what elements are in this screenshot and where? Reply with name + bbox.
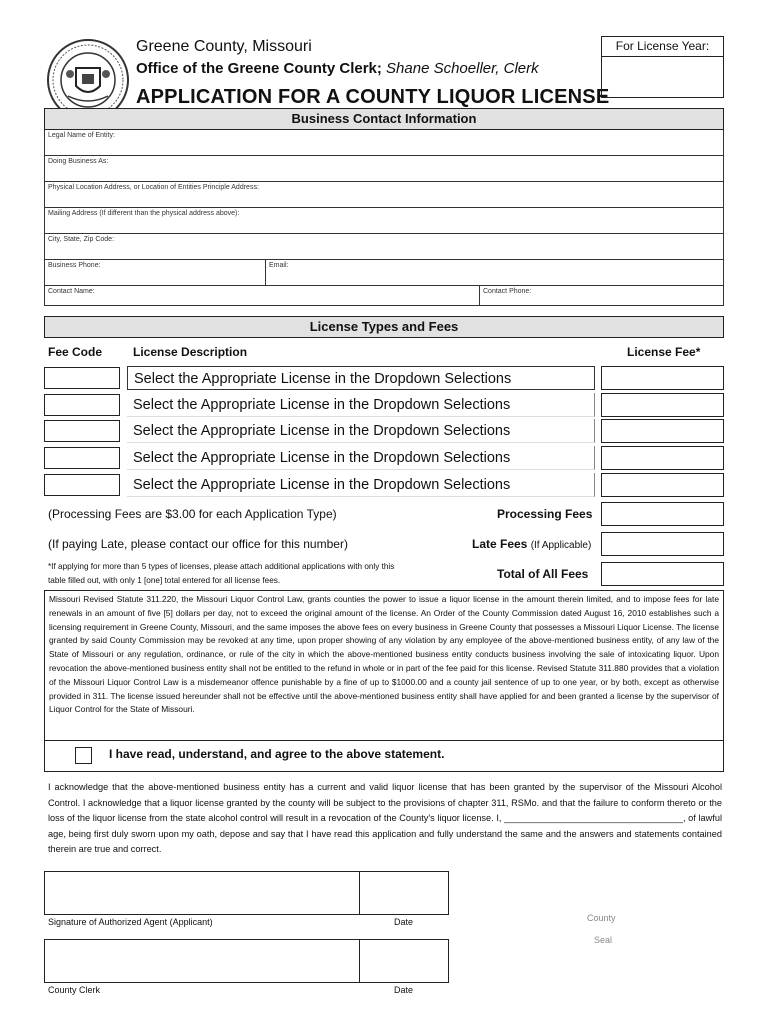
fee-code-input[interactable] <box>44 447 120 469</box>
license-dropdown[interactable]: Select the Appropriate License in the Dropdown Selections <box>127 446 595 470</box>
clerk-name: Shane Schoeller, Clerk <box>386 60 539 77</box>
legal-name-label: Legal Name of Entity: <box>48 132 115 139</box>
license-dropdown[interactable]: Select the Appropriate License in the Dropdown Selections <box>127 419 595 443</box>
col-fee-code: Fee Code <box>48 345 103 359</box>
license-dropdown[interactable]: Select the Appropriate License in the Dropdown Selections <box>127 393 595 417</box>
multi-note-line-2: table filled out, with only 1 [one] total entered for all license fees. <box>48 576 281 585</box>
office-text: Office of the Greene County Clerk; <box>136 60 382 77</box>
late-applicable: (If Applicable) <box>530 540 592 551</box>
applicant-signature-label: Signature of Authorized Agent (Applicant) <box>48 917 213 927</box>
col-license-fee: License Fee* <box>627 345 701 359</box>
section-license-types: License Types and Fees <box>44 316 724 338</box>
processing-fees-label: Processing Fees <box>497 507 593 521</box>
section-business-contact: Business Contact Information <box>44 108 724 130</box>
fee-code-input[interactable] <box>44 394 120 416</box>
license-fee-input[interactable] <box>601 393 724 417</box>
phone-email-row <box>44 260 724 286</box>
col-license-description: License Description <box>133 345 248 359</box>
city-state-zip-field[interactable] <box>44 234 724 260</box>
contact-divider <box>479 286 480 305</box>
license-year-input[interactable] <box>604 59 721 95</box>
mailing-address-label: Mailing Address (If different than the physical address above): <box>48 210 240 217</box>
contact-name-label: Contact Name: <box>48 288 95 295</box>
physical-address-field[interactable] <box>44 182 724 208</box>
fee-code-input[interactable] <box>44 420 120 442</box>
total-fees-label: Total of All Fees <box>497 567 589 581</box>
county-seal-label: County <box>587 913 616 923</box>
license-fee-input[interactable] <box>601 473 724 497</box>
page-title: APPLICATION FOR A COUNTY LIQUOR LICENSE <box>136 86 610 108</box>
applicant-date-label: Date <box>394 917 414 927</box>
statute-text: Missouri Revised Statute 311.220, the Missouri Liquor Control Law, grants counties the power to issue a liquor license in the amount therein limited, and to impose fees for late renewals in an amount of five [5] dollars per day, not to exceed the original amount of the license. An Order of the County Commission dated August 16, 2010 establishes such a licensing requirement in Greene County, Missouri, and the same imposes the above fees on every business in Greene County that possesses a Missouri Liquor License. The license granted by said County Commission may be revoked at any time, upon proper showing of any violation by any employee of the above-mentioned business entity, of any law of the State of Missouri or any regulation, ordinance, or rule of the city in which the above-mentioned business entity conducts business involving the sale of intoxicating liquor. Upon revocation the above-mentioned business entity shall not be entitled to the refund in whole or in part of the fee paid for this license. Revised Statute 311.880 provides that a violation of the Missouri Liquor Control Law is a misdemeanor offence punishable by a fine of up to $1000.00 and a county jail sentence of up to one year, or by both, except as otherwise provided in 311. The license issued hereunder shall not be effective until the above-mentioned business entity shall have applied for and been granted a license by the supervisor of Liquor Control for the State of Missouri. <box>44 590 724 741</box>
license-dropdown[interactable]: Select the Appropriate License in the Dropdown Selections <box>127 366 595 390</box>
agree-label: I have read, understand, and agree to the above statement. <box>109 747 445 761</box>
fee-code-input[interactable] <box>44 367 120 389</box>
license-dropdown[interactable]: Select the Appropriate License in the Dropdown Selections <box>127 473 595 497</box>
physical-address-label: Physical Location Address, or Location of Entities Principle Address: <box>48 184 259 191</box>
county-seal-label-2: Seal <box>594 935 613 945</box>
legal-name-field[interactable] <box>44 130 724 156</box>
city-state-zip-label: City, State, Zip Code: <box>48 236 115 243</box>
total-fees-input[interactable] <box>601 562 724 586</box>
multiple-license-note <box>48 560 468 588</box>
county-name: Greene County, Missouri <box>136 38 312 55</box>
business-phone-label: Business Phone: <box>48 262 101 269</box>
dba-label: Doing Business As: <box>48 158 109 165</box>
agreement-row <box>44 741 724 772</box>
contact-row <box>44 286 724 306</box>
dba-field[interactable] <box>44 156 724 182</box>
late-fees-label <box>472 537 591 551</box>
processing-note: (Processing Fees are $3.00 for each Application Type) <box>48 507 337 521</box>
acknowledgement-text: I acknowledge that the above-mentioned business entity has a current and valid liquor license that has been granted by the supervisor of the Missouri Alcohol Control. I acknowledge that a liquor license granted by the county will be subject to the provisions of chapter 311, RSMo. and that the failure to conform thereto or the loss of the liquor license from the state alcohol control will result in a revocation of the County's liquor license. I, ___________________________________, of lawful age, being first duly sworn upon my oath, depose and say that I have read this application and fully understand the same and the answers and statements contained therein are true and correct. <box>48 782 722 855</box>
license-year-divider <box>602 56 723 57</box>
phone-email-divider <box>265 260 266 285</box>
office-name <box>136 60 539 77</box>
contact-phone-label: Contact Phone: <box>483 288 532 295</box>
mailing-address-field[interactable] <box>44 208 724 234</box>
multi-note-line-1: *If applying for more than 5 types of licenses, please attach additional applications with only this <box>48 562 395 571</box>
license-fee-input[interactable] <box>601 446 724 470</box>
license-fee-input[interactable] <box>601 419 724 443</box>
late-fees-text: Late Fees <box>472 537 528 551</box>
applicant-signature-box[interactable] <box>44 871 360 915</box>
clerk-date-label: Date <box>394 985 414 995</box>
applicant-date-box[interactable] <box>359 871 449 915</box>
clerk-date-box[interactable] <box>359 939 449 983</box>
fee-code-input[interactable] <box>44 474 120 496</box>
late-fees-input[interactable] <box>601 532 724 556</box>
processing-fees-input[interactable] <box>601 502 724 526</box>
clerk-signature-box[interactable] <box>44 939 360 983</box>
clerk-signature-label: County Clerk <box>48 985 101 995</box>
license-year-label: For License Year: <box>615 39 710 53</box>
agree-checkbox[interactable] <box>75 747 92 764</box>
email-label: Email: <box>269 262 289 269</box>
late-note: (If paying Late, please contact our office for this number) <box>48 537 348 551</box>
license-fee-input[interactable] <box>601 366 724 390</box>
license-year-box <box>601 36 724 98</box>
